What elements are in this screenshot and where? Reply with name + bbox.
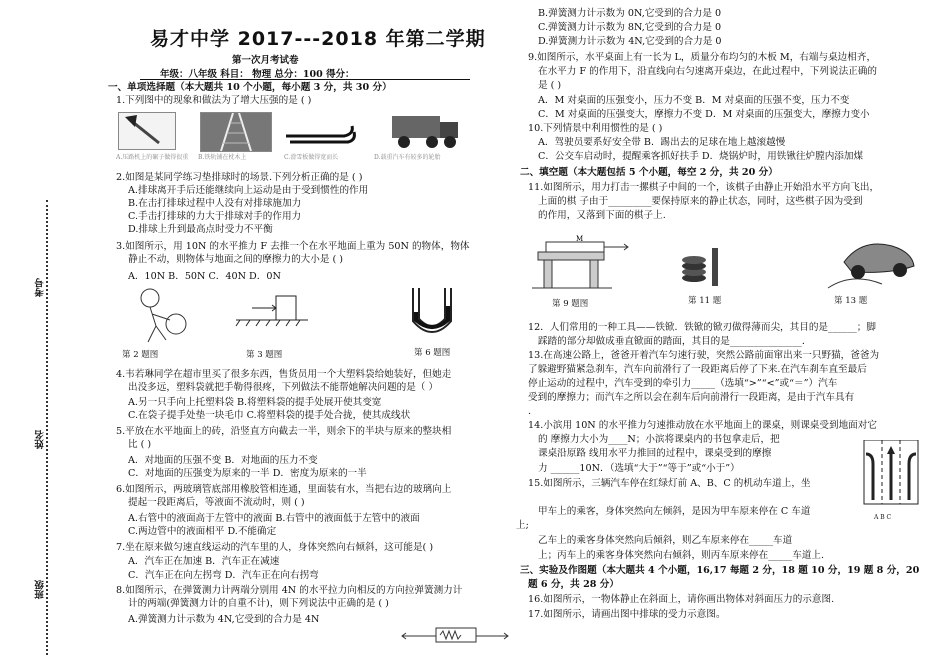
- q15-text-5: 上；丙车上的乘客身体突然向右倾斜，则丙车原来停在_____车道上.: [538, 550, 825, 561]
- q9-options-ab: A．M 对桌面的压强变小，压力不变 B．M 对桌面的压强不变，压力不变: [538, 95, 850, 106]
- q8-option-b: B.弹簧测力计示数为 0N,它受到的合力是 0: [538, 8, 722, 19]
- q7-text: 7.坐在原来做匀速直线运动的汽车里的人，身体突然向右倾斜，这可能是( ): [116, 542, 434, 553]
- q3-text: 3.如图所示，用 10N 的水平推力 F 去推一个在水平地面上重为 50N 的物体，物体: [116, 241, 470, 252]
- q1-axe-image: [118, 112, 176, 150]
- name-label: 姓名: [35, 430, 46, 449]
- q2-option-c: C.手击打排球的力大于排球对手的作用力: [128, 211, 302, 222]
- q3-text-2: 静止不动，则物体与地面之间的摩擦力的大小是 ( ): [128, 254, 344, 265]
- fig-6-caption: 第 6 题图: [414, 348, 451, 358]
- q14-text-4: 力 ______10N．（选填“大于”“等于”或“小于”）: [538, 463, 740, 474]
- class-label: 班级: [35, 580, 46, 599]
- q4-text: 4.韦若琳同学在超市里买了很多东西，售货员用一个大塑料袋给她装好，但她走: [116, 369, 452, 380]
- svg-text:M: M: [576, 235, 584, 243]
- q15-text-4: 乙车上的乘客身体突然向后倾斜，则乙车原来停在_____车道: [538, 535, 793, 546]
- q13-text-4: 受到的摩擦力；而汽车之所以会在刹车后向前滑行一段距离，是由于汽车具有: [528, 392, 855, 403]
- q10-options-ab: A．驾驶员要系好安全带 B．踢出去的足球在地上越滚越慢: [538, 137, 786, 148]
- q9-text-2: 在水平力 F 的作用下，沿直线向右匀速离开桌边，在此过程中，下列说法正确的: [538, 66, 877, 77]
- q6-options-cd: C.两边管中的液面相平 D.不能确定: [128, 526, 277, 537]
- q11-chess-figure: [680, 248, 730, 288]
- q1-rail-image: [200, 112, 272, 152]
- q15-text: 15.如图所示，三辆汽车停在红绿灯前 A、B、C 的机动车道上，坐: [528, 478, 811, 489]
- q2-option-a: A.排球离开手后还能继续向上运动是由于受到惯性的作用: [128, 185, 369, 196]
- section-1-heading: 一、单项选择题（本大题共 10 个小题，每小题 3 分，共 30 分）: [108, 82, 392, 93]
- fig-2-caption: 第 2 题图: [122, 350, 159, 360]
- q16-text: 16.如图所示，一物体静止在斜面上，请你画出物体对斜面压力的示意图.: [528, 594, 835, 605]
- q15-text-2: 甲车上的乘客，身体突然向左倾斜，是因为甲车原来停在 C 车道: [538, 506, 811, 517]
- q6-text: 6.如图所示，两玻璃管底部用橡胶管相连通，里面装有水，当把右边的玻璃向上: [116, 484, 452, 495]
- q8-option-a: A.弹簧测力计示数为 4N,它受到的合力是 4N: [128, 614, 320, 625]
- q14-text-2: 的 摩擦力大小为____N；小滨将课桌内的书包拿走后，把: [538, 434, 780, 445]
- q4-options-cd: C.在袋子提手处垫一块毛巾 C.将塑料袋的提手处合拢，使其成线状: [128, 410, 411, 421]
- q17-text: 17.如图所示，请画出图中排球的受力示意图。: [528, 609, 726, 620]
- q2-option-d: D.排球上升到最高点时受力不平衡: [128, 224, 273, 235]
- q1-caption-c: C.滑雪板做得宽而长: [284, 154, 339, 161]
- q1-caption-a: A.压路机上的碾子做得很重: [116, 154, 189, 161]
- q9-text: 9.如图所示，水平桌面上有一长为 L，质量分布均匀的木板 M，右端与桌边相齐，: [528, 52, 877, 63]
- q13-text-2: 了躲避野猫紧急刹车，汽车向前滑行了一段距离后停了下来.在汽车刹车直至最后: [528, 364, 867, 375]
- q4-text-2: 出没多远，塑料袋就把手勒得很疼，下列做法不能帮她解决问题的是（ ）: [128, 382, 439, 393]
- q2-option-b: B.在击打排球过程中人没有对排球施加力: [128, 198, 302, 209]
- q13-text: 13.在高速公路上，爸爸开着汽车匀速行驶，突然公路前面窜出来一只野猫，爸爸为: [528, 350, 880, 361]
- q1-ski-image: [284, 114, 356, 146]
- q6-options-ab: A.右管中的液面高于左管中的液面 B.右管中的液面低于左管中的液面: [128, 513, 420, 524]
- q1-truck-image: [388, 110, 468, 152]
- exam-meta: 年级：八年级 科目： 物理 总分：100 得分：: [160, 69, 355, 80]
- q5-text-2: 比 ( ): [128, 439, 152, 450]
- q1-caption-b: B.铁轨铺在枕木上: [198, 154, 247, 161]
- q2-text: 2.如图是某同学练习垫排球时的场景.下列分析正确的是 ( ): [116, 172, 363, 183]
- q15-lane-labels: A B C: [874, 514, 892, 521]
- q7-options-cd: C．汽车正在向左拐弯 D．汽车正在向右拐弯: [128, 570, 319, 581]
- q13-text-3: 停止运动的过程中，汽车受到的牵引力_____（选填“>”“<”或“＝”）汽车: [528, 378, 838, 389]
- exam-no-label: 考号: [35, 278, 46, 297]
- q2-volleyball-figure: [128, 286, 198, 344]
- page-title: 易才中学 2017---2018 年第二学期: [150, 28, 486, 50]
- q11-text-3: 的作用，又落到下面的棋子上.: [538, 210, 666, 221]
- q1-caption-d: D.载重汽车有较多的轮胎: [374, 154, 441, 161]
- q9-options-cd: C．M 对桌面的压强变大，摩擦力不变 D．M 对桌面的压强变大，摩擦力变小: [538, 109, 870, 120]
- section-3-heading: 三、实验及作图题（本大题共 4 个小题，16,17 每题 2 分，18 题 10 分，19 题 8 分，20: [520, 565, 920, 576]
- fig-9-caption: 第 9 题图: [552, 299, 589, 309]
- exam-subtitle: 第一次月考试卷: [232, 55, 299, 66]
- q14-text: 14.小滨用 10N 的水平推力匀速推动放在水平地面上的课桌，则课桌受到地面对它: [528, 420, 877, 431]
- fig-11-caption: 第 11 题: [688, 296, 722, 306]
- q13-text-5: .: [528, 406, 532, 417]
- q8-text-2: 计的两端(弹簧测力计的自重不计)，则下列说法中正确的是 ( ): [128, 598, 389, 609]
- q5-text: 5.平放在水平地面上的砖，沿竖直方向截去一半，则余下的半块与原来的整块相: [116, 426, 452, 437]
- q8-option-d: D.弹簧测力计示数为 4N,它受到的合力是 0: [538, 36, 722, 47]
- q12-text: 12．人们常用的一种工具——铁锨．铁锨的锨刃做得薄而尖，其目的是______；脚: [528, 322, 876, 333]
- q6-text-2: 提起一段距离后，等液面不流动时，则 ( ): [128, 497, 305, 508]
- q6-u-tube-figure: [410, 286, 454, 336]
- q10-options-cd: C．公交车启动时，提醒乘客抓好扶手 D．烧锅炉时，用铁锹往炉膛内添加煤: [538, 151, 864, 162]
- q11-text: 11.如图所示，用力打击一摞棋子中间的一个，该棋子由静止开始沿水平方向飞出，: [528, 182, 880, 193]
- header-rule: [140, 79, 470, 80]
- q3-push-figure: [232, 292, 312, 334]
- q5-options-ab: A．对地面的压强不变 B．对地面的压力不变: [128, 455, 318, 466]
- q3-options: A．10N B．50N C．40N D．0N: [128, 271, 281, 282]
- q5-options-cd: C．对地面的压强变为原来的一半 D．密度为原来的一半: [128, 468, 367, 479]
- q1-text: 1.下列图中的现象和做法为了增大压强的是 ( ): [116, 95, 312, 106]
- q8-option-c: C.弹簧测力计示数为 8N,它受到的合力是 0: [538, 22, 722, 33]
- fig-3-caption: 第 3 题图: [246, 350, 283, 360]
- q8-text: 8.如图所示，在弹簧测力计两端分别用 4N 的水平拉力向相反的方向拉弹簧测力计: [116, 585, 463, 596]
- q14-text-3: 课桌沿原路 线用水平力推回的过程中，课桌受到的摩擦: [538, 448, 772, 459]
- q9-text-3: 是 ( ): [538, 80, 562, 91]
- q8-spring-scale-figure: [398, 620, 512, 650]
- section-2-heading: 二、填空题（本大题包括 5 个小题，每空 2 分，共 20 分）: [520, 167, 778, 178]
- q10-text: 10.下列情景中利用惯性的是 ( ): [528, 123, 663, 134]
- q15-text-3: 上;: [516, 520, 529, 531]
- q13-car-figure: [822, 232, 922, 294]
- q9-table-figure: [532, 234, 642, 296]
- q15-lanes-figure: [862, 440, 920, 512]
- q7-options-ab: A．汽车正在加速 B．汽车正在减速: [128, 556, 280, 567]
- q11-text-2: 上面的棋 子由于_________要保持原来的静止状态，同时，这些棋子因为受到: [538, 196, 863, 207]
- fig-13-caption: 第 13 题: [834, 296, 868, 306]
- q12-text-2: 踩踏的部分却做成垂直锨面的踏面，其目的是_______________．: [538, 336, 812, 347]
- section-3-heading-2: 题 6 分，共 28 分）: [528, 579, 619, 590]
- q4-options-ab: A.另一只手向上托塑料袋 B.将塑料袋的提手处展开使其变宽: [128, 397, 382, 408]
